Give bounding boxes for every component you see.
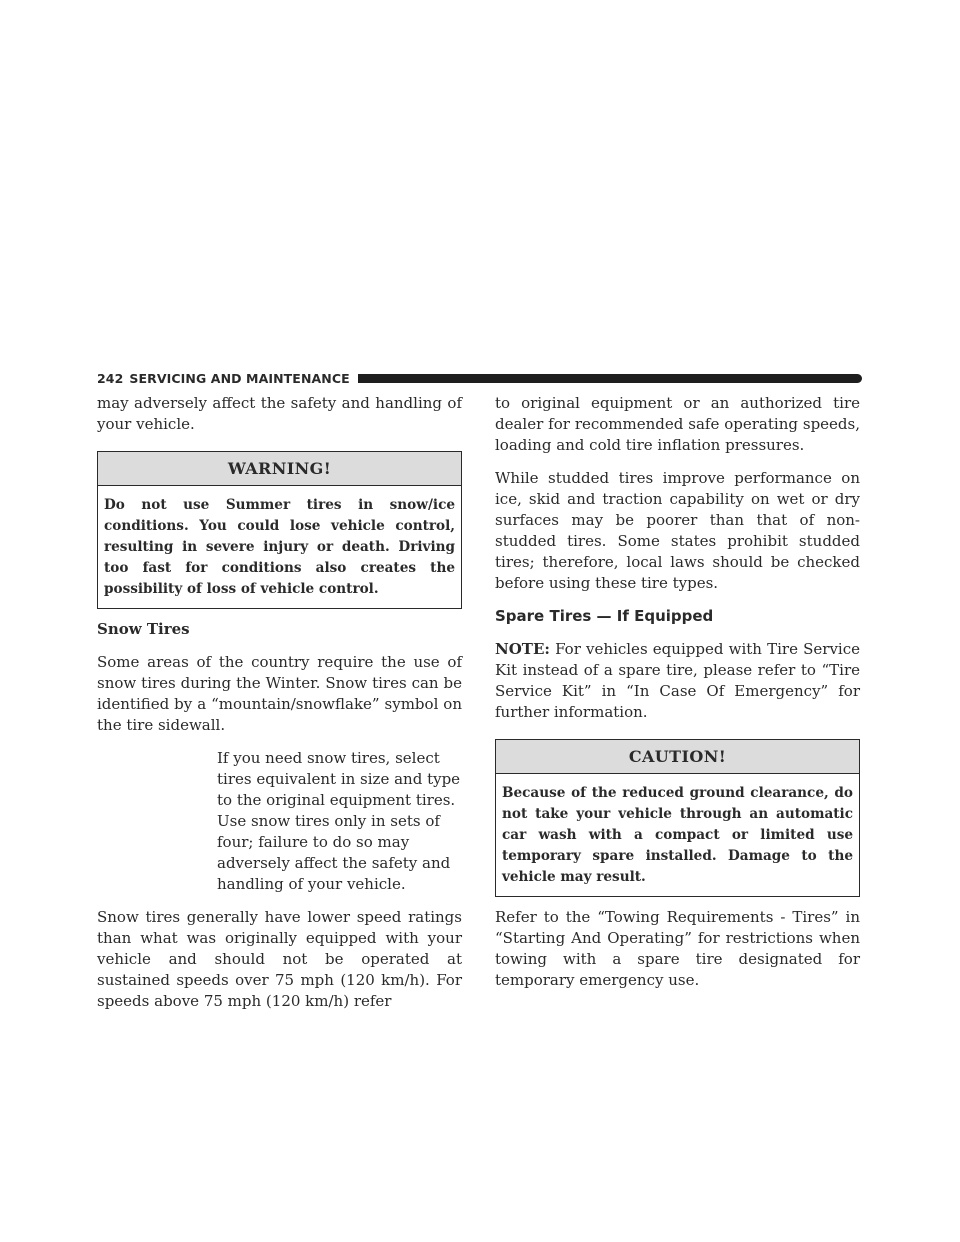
right-column: [495, 393, 860, 1003]
warning-text: Do not use Summer tires in snow/ice conditions. You could lose vehicle control, resulting in severe injury or death. Driving too fast for conditions also creates the possibility of loss of vehicle control.: [104, 497, 455, 597]
note-paragraph: [495, 639, 860, 723]
spare-tires-heading: Spare Tires — If Equipped: [495, 607, 714, 625]
left-column: [97, 393, 462, 1024]
caution-title: CAUTION!: [496, 740, 859, 774]
warning-title: WARNING!: [98, 452, 461, 486]
paragraph: may adversely affect the safety and handling of your vehicle.: [97, 394, 462, 433]
paragraph: While studded tires improve performance on ice, skid and traction capability on wet or dry surfaces may be poorer than that of non-studded tires. Some states prohibit studded tires; therefore, local laws should be checked before using these tire types.: [495, 469, 860, 592]
page-header: [97, 370, 862, 386]
caution-box: [495, 739, 860, 897]
note-label: NOTE:: [495, 640, 550, 658]
caution-text: Because of the reduced ground clearance, do not take your vehicle through an automatic car wash with a compact or limited use temporary spare installed. Damage to the vehicle may result.: [502, 785, 853, 885]
section-title: SERVICING AND MAINTENANCE: [129, 370, 350, 386]
paragraph: to original equipment or an authorized tire dealer for recommended safe operating speeds, loading and cold tire inflation pressures.: [495, 394, 860, 454]
paragraph: Snow tires generally have lower speed ratings than what was originally equipped with your vehicle and should not be operated at sustained speeds over 75 mph (120 km/h). For speeds above 75 mph (120 km/h) refer: [97, 908, 462, 1010]
header-rule: [358, 374, 862, 383]
note-text: For vehicles equipped with Tire Service Kit instead of a spare tire, please refer to “Tire Service Kit” in “In Case Of Emergency” for further information.: [495, 640, 860, 721]
indented-paragraph: If you need snow tires, select tires equivalent in size and type to the original equipment tires. Use snow tires only in sets of four; failure to do so may adversely affect the safety and handling of your vehicle.: [217, 749, 461, 893]
warning-box: [97, 451, 462, 609]
paragraph: Refer to the “Towing Requirements - Tires” in “Starting And Operating” for restrictions when towing with a spare tire designated for temporary emergency use.: [495, 908, 860, 989]
snow-tires-heading: Snow Tires: [97, 620, 190, 638]
paragraph: Some areas of the country require the use of snow tires during the Winter. Snow tires can be identified by a “mountain/snowflake” symbol on the tire sidewall.: [97, 653, 462, 734]
page-number: 242: [97, 370, 124, 386]
